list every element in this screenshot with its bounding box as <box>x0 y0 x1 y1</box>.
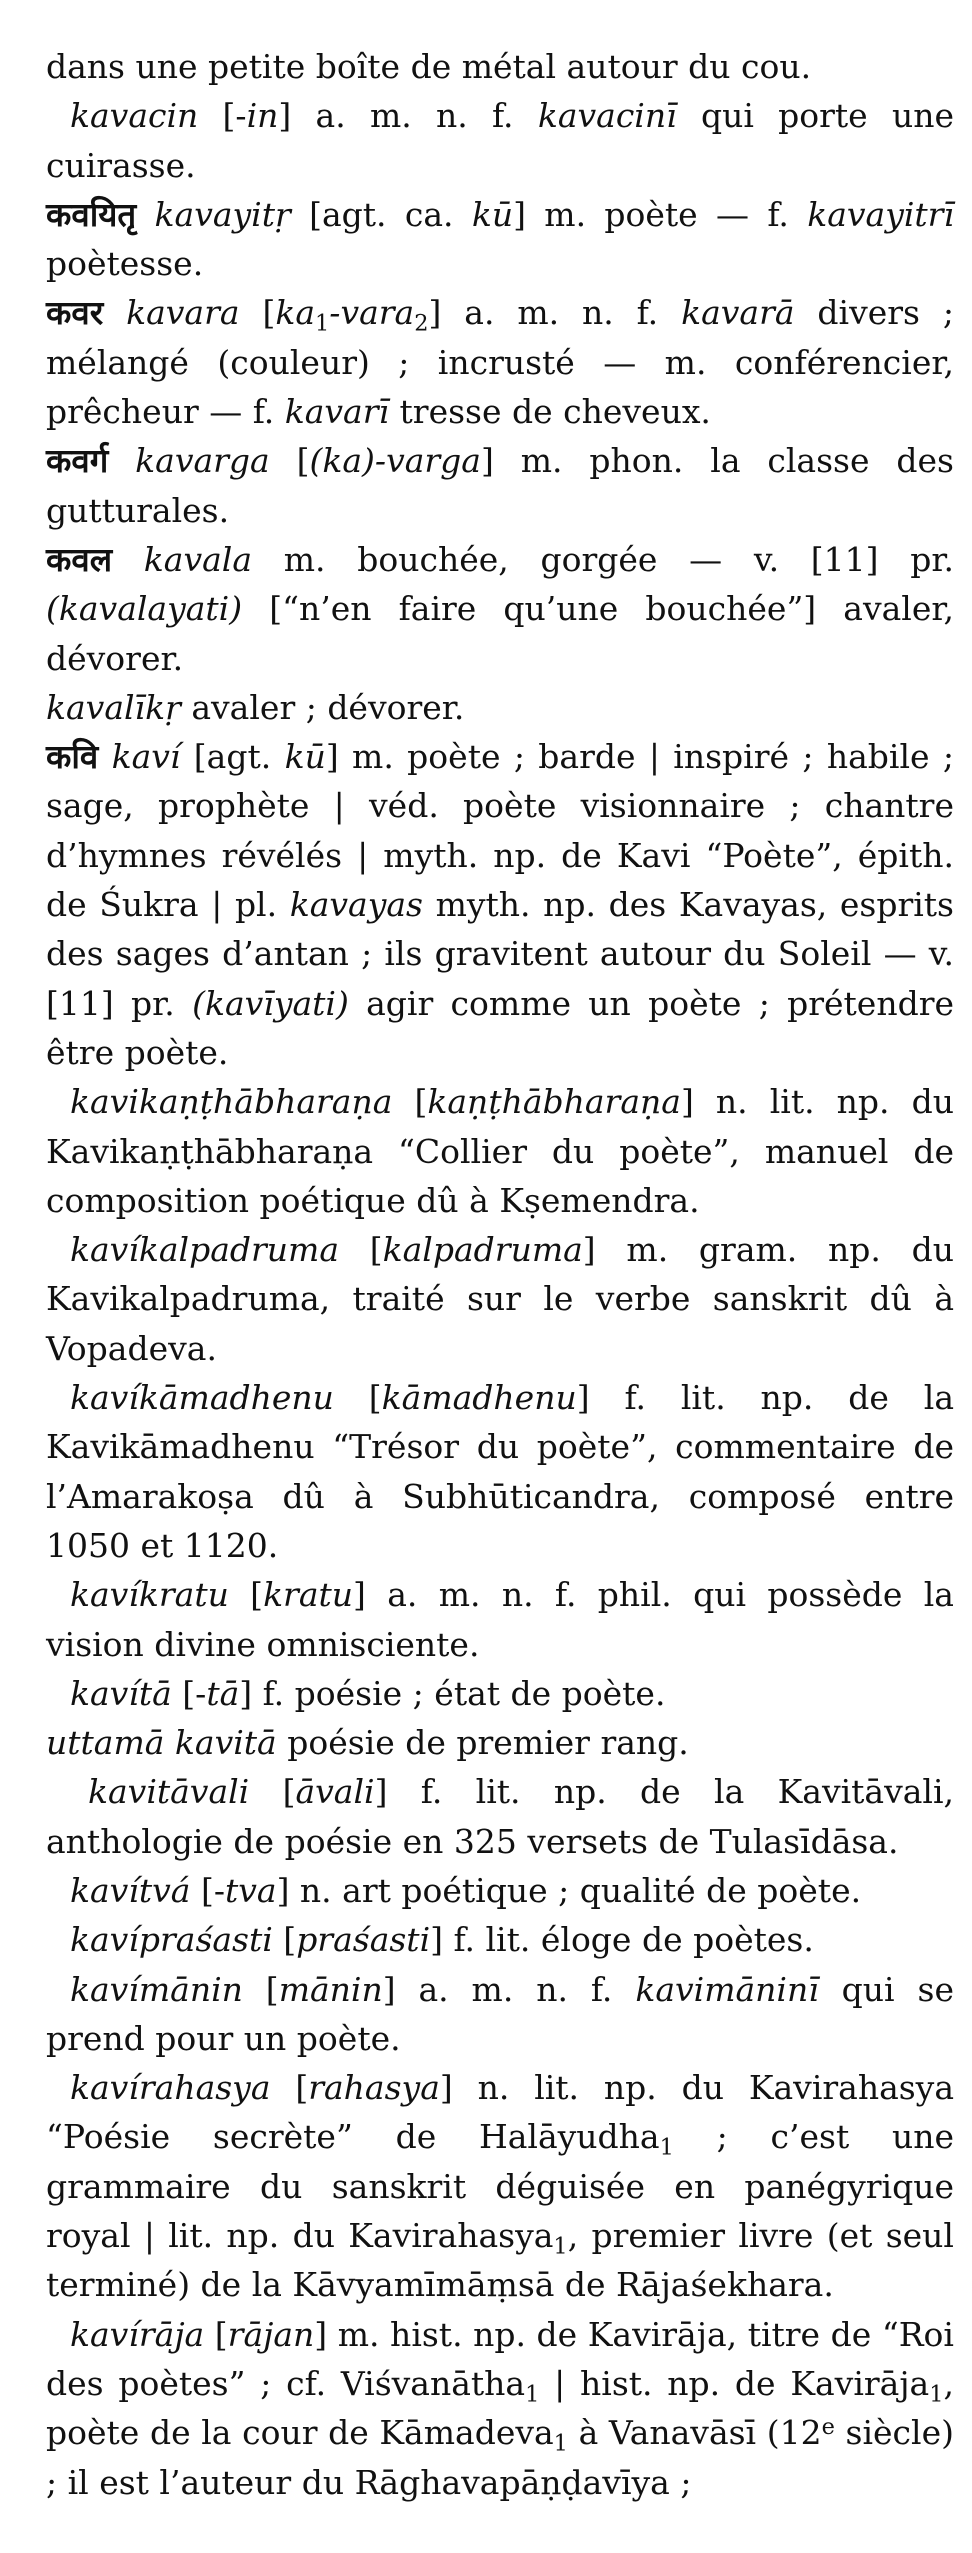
text-run: ] a. m. n. f. <box>382 1969 636 2009</box>
text-run: , premier livre (et seul terminé) de la Kāvyamīmāṃsā de Rājaśekhara. <box>46 2216 954 2305</box>
subscript-index: 1 <box>929 2381 944 2408</box>
text-run: [ <box>242 1969 279 2009</box>
dictionary-entry <box>46 288 954 436</box>
italic-run: (kavalayati) <box>46 589 243 629</box>
dictionary-entry <box>46 732 954 1077</box>
dictionary-entry <box>46 1077 954 1225</box>
dictionary-entry <box>46 683 954 732</box>
text-run <box>112 540 144 579</box>
italic-run: kū <box>284 737 326 777</box>
text-run: ] f. poésie ; état de poète. <box>239 1673 666 1713</box>
text-run: [ <box>249 1772 296 1812</box>
italic-run: āvali <box>295 1772 375 1812</box>
italic-run: kavara <box>126 293 240 333</box>
text-run: [agt. ca. <box>290 194 472 234</box>
dictionary-entry <box>46 1767 954 1866</box>
text-run: [ <box>333 1378 382 1418</box>
italic-run: kratu <box>263 1575 354 1615</box>
text-run: myth. np. des Kavayas, esprits des sages d’antan ; ils gravitent autour du Soleil — v. [11] pr. <box>46 885 954 1023</box>
dictionary-entry <box>46 1915 954 1964</box>
text-run <box>98 737 111 776</box>
dictionary-entry <box>46 1373 954 1570</box>
text-run: , poète de la cour de Kāmadeva <box>46 2363 955 2453</box>
dictionary-entry <box>46 1965 954 2064</box>
italic-run: (ka)-varga <box>309 441 481 481</box>
subscript-index: 1 <box>553 2430 568 2457</box>
text-run: à Vanavāsī (12 <box>567 2413 822 2453</box>
subscript-index: 1 <box>659 2134 674 2161</box>
devanagari-headword: कवि <box>46 737 99 777</box>
italic-run: kavayitṛ <box>154 194 291 234</box>
text-run: [- <box>190 1870 225 1910</box>
text-run: poésie de premier rang. <box>276 1723 689 1763</box>
italic-run: rahasya <box>308 2068 440 2108</box>
text-run: tresse de cheveux. <box>389 392 711 432</box>
italic-run: praśasti <box>296 1920 431 1960</box>
italic-run: kaṇṭhābharaṇa <box>427 1082 681 1122</box>
subscript-index: 1 <box>315 310 330 337</box>
text-run: ] n. lit. np. du Kavirahasya “Poésie secrète” de Halāyudha <box>46 2068 954 2157</box>
text-run <box>103 293 126 332</box>
subscript-index: 2 <box>414 310 429 337</box>
italic-run: tva <box>224 1870 277 1910</box>
text-run: ] m. gram. np. du Kavikalpadruma, traité sur le verbe sanskrit dû à Vopadeva. <box>46 1230 955 1368</box>
text-run: ] f. lit. np. de la Kavikāmadhenu “Trésor du poète”, commentaire de l’Amarakoṣa dû à Subhūticandra, composé entre 1050 et 1120. <box>46 1378 954 1565</box>
italic-run: kāmadhenu <box>381 1378 577 1418</box>
italic-run: kavírahasya <box>70 2068 271 2108</box>
text-run: [ <box>392 1082 428 1122</box>
italic-run: kavímānin <box>70 1969 243 2009</box>
italic-run: kavacin <box>70 96 199 136</box>
text-run: [ <box>339 1230 383 1270</box>
italic-run: kavalīkṛ <box>46 687 181 727</box>
text-run: [ <box>204 2314 228 2354</box>
text-run: ] f. lit. éloge de poètes. <box>430 1920 814 1960</box>
text-run: dans une petite boîte de métal autour du cou. <box>46 47 812 86</box>
text-run: ] f. lit. np. de la Kavitāvali, anthologie de poésie en 325 versets de Tulasīdāsa. <box>46 1772 954 1861</box>
text-run: m. bouchée, gorgée — v. [11] pr. <box>252 539 954 579</box>
italic-run: rājan <box>227 2314 315 2354</box>
devanagari-headword: कवयितृ <box>46 194 137 234</box>
text-run: ] a. m. n. f. phil. qui possède la vision divine omnisciente. <box>46 1575 954 1664</box>
subscript-index: 1 <box>553 2233 568 2260</box>
text-run: siècle) ; il est l’auteur du Rāghavapāṇḍavīya ; <box>46 2413 954 2502</box>
text-run: [ <box>269 441 310 481</box>
text-run: ; c’est une grammaire du sanskrit déguisée en panégyrique royal | lit. np. du Kavirahasya <box>46 2117 954 2256</box>
italic-run: kavala <box>143 539 253 579</box>
italic-run: kavacinī <box>537 96 677 136</box>
italic-run: kavayitrī <box>807 194 954 234</box>
text-run <box>136 195 154 234</box>
text-run: | hist. np. de Kavirāja <box>539 2363 930 2403</box>
devanagari-headword: कवर्ग <box>46 441 109 481</box>
italic-run: kavítā <box>70 1673 172 1713</box>
dictionary-entry <box>46 1718 954 1767</box>
dictionary-entry <box>46 436 954 535</box>
dictionary-entry <box>46 1669 954 1718</box>
italic-run: vara <box>340 293 415 333</box>
subscript-index: 1 <box>525 2381 540 2408</box>
dictionary-entry <box>46 42 954 91</box>
italic-run: - <box>329 293 341 333</box>
text-run: [- <box>198 96 247 136</box>
italic-run: kavíkāmadhenu <box>70 1378 334 1418</box>
italic-run: kavarga <box>135 441 270 481</box>
text-run: agir comme un poète ; prétendre être poète. <box>46 983 955 1072</box>
superscript: e <box>821 2414 835 2441</box>
text-run: ] m. hist. np. de Kavirāja, titre de “Roi des poètes” ; cf. Viśvanātha <box>46 2314 954 2403</box>
italic-run: kavimāninī <box>635 1969 819 2009</box>
text-run: ] m. phon. la classe des gutturales. <box>46 441 954 530</box>
dictionary-entry <box>46 1570 954 1669</box>
italic-run: ka <box>275 293 315 333</box>
text-run: [ <box>270 2068 309 2108</box>
italic-run: kavayas <box>289 885 423 925</box>
text-run: avaler ; dévorer. <box>180 687 465 727</box>
text-run: [ <box>239 293 276 333</box>
text-run: qui porte une cuirasse. <box>46 96 955 185</box>
text-run: ] m. poète ; barde | inspiré ; habile ; sage, prophète | véd. poète visionnaire ; chantre d’hymnes révélés | myth. np. de Kavi “Poète”, épith. de Śukra | pl. <box>46 737 954 925</box>
italic-run: mānin <box>278 1969 383 2009</box>
italic-run: kavarā <box>681 293 795 333</box>
italic-run: kavítvá <box>70 1870 191 1910</box>
dictionary-entry <box>46 190 954 289</box>
text-run: [ <box>272 1920 297 1960</box>
italic-run: kavípraśasti <box>70 1920 273 1960</box>
text-run: [- <box>171 1673 207 1713</box>
italic-run: uttamā kavitā <box>46 1723 277 1763</box>
text-run: ] m. poète — f. <box>513 194 808 234</box>
text-run: ] a. m. n. f. <box>428 293 682 333</box>
italic-run: kalpadruma <box>382 1230 583 1270</box>
text-run: poètesse. <box>46 244 204 284</box>
text-run: [ <box>228 1575 264 1615</box>
dictionary-entry <box>46 2310 954 2507</box>
devanagari-headword: कवर <box>46 293 104 333</box>
text-run: divers ; mélangé (couleur) ; incrusté — m. conférencier, prêcheur — f. <box>46 293 954 432</box>
text-run: qui se prend pour un poète. <box>46 1969 954 2058</box>
italic-run: kū <box>471 194 514 234</box>
italic-run: kavitāvali <box>88 1772 250 1812</box>
italic-run: kavíkratu <box>70 1575 229 1615</box>
dictionary-entry <box>46 535 954 683</box>
italic-run: kavikaṇṭhābharaṇa <box>70 1082 393 1122</box>
italic-run: in <box>246 96 279 136</box>
dictionary-entry <box>46 1866 954 1915</box>
text-run: [agt. <box>180 737 285 777</box>
dictionary-entry <box>46 1225 954 1373</box>
text-run: ] n. lit. np. du Kavikaṇṭhābharaṇa “Collier du poète”, manuel de composition poétique dû à Kṣemendra. <box>46 1082 954 1220</box>
italic-run: kavírāja <box>70 2314 205 2354</box>
devanagari-headword: कवल <box>46 539 113 579</box>
text-run: [“n’en faire qu’une bouchée”] avaler, dévorer. <box>46 589 954 678</box>
text-run: ] n. art poétique ; qualité de poète. <box>276 1870 862 1910</box>
dictionary-entry <box>46 2063 954 2309</box>
italic-run: tā <box>206 1673 240 1713</box>
italic-run: kaví <box>111 737 181 777</box>
dictionary-entry <box>46 91 954 190</box>
italic-run: kavarī <box>284 392 390 432</box>
text-run: ] a. m. n. f. <box>278 96 538 136</box>
italic-run: kavíkalpadruma <box>70 1230 340 1270</box>
text-run <box>108 441 135 480</box>
italic-run: (kavīyati) <box>192 983 349 1023</box>
